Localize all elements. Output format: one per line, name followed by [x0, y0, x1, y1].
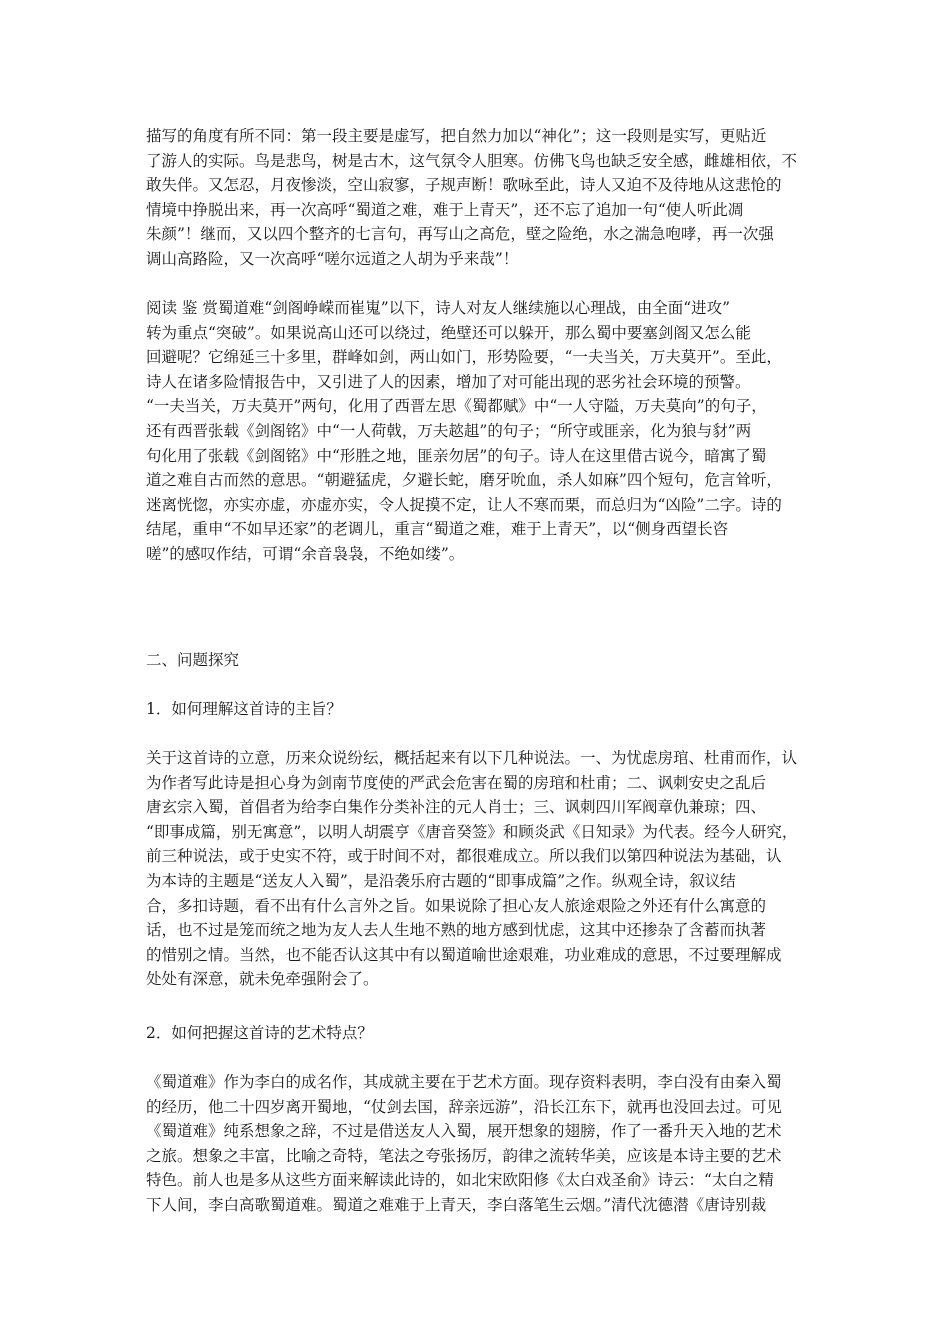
text-line: “一夫当关，万夫莫开”两句，化用了西晋左思《蜀都赋》中“一人守隘，万夫莫向”的句子，: [146, 397, 767, 416]
text-line: 话，也不过是笼而统之地为友人去人生地不熟的地方感到忧虑，这其中还掺杂了含蓄而执著: [146, 921, 767, 940]
text-line: 了游人的实际。鸟是悲鸟，树是古木，这气氛令人胆寒。仿佛飞鸟也缺乏安全感，雌雄相依，不: [146, 151, 798, 170]
text-line: 下人间，李白高歌蜀道难。蜀道之难难于上青天，李白落笔生云烟。”清代沈德潜《唐诗别裁: [146, 1195, 767, 1214]
paragraph-description: [146, 124, 810, 272]
text-line: 道之难自古而然的意思。“朝避猛虎，夕避长蛇，磨牙吮血，杀人如麻”四个短句，危言耸听，: [146, 471, 782, 490]
text-line: 描写的角度有所不同：第一段主要是虚写，把自然力加以“神化”；这一段则是实写，更贴近: [146, 127, 767, 145]
text-line: 唐玄宗入蜀，首倡者为给李白集作分类补注的元人肖士；三、讽刺四川军阀章仇兼琼；四、: [146, 798, 767, 817]
heading-text: 二、问题探究: [146, 651, 240, 669]
text-line: 《蜀道难》作为李白的成名作，其成就主要在于艺术方面。现存资料表明，李白没有由秦入蜀: [146, 1073, 782, 1091]
paragraph-theme: [146, 746, 810, 992]
text-line: “即事成篇，别无寓意”，以明人胡震亨《唐音癸签》和顾炎武《日知录》为代表。经今人研究，: [146, 822, 798, 841]
text-line: 处处有深意，就未免牵强附会了。: [146, 970, 379, 989]
text-line: 转为重点“突破”。如果说高山还可以绕过，绝壁还可以躲开，那么蜀中要塞剑阁又怎么能: [146, 323, 751, 342]
question-heading-1: [146, 697, 810, 722]
text-line: 《蜀道难》纯系想象之辞，不过是借送友人入蜀，展开想象的翅膀，作了一番升天入地的艺术: [146, 1122, 782, 1141]
question-text: 1．如何理解这首诗的主旨？: [146, 700, 342, 718]
text-line: 关于这首诗的立意，历来众说纷纭，概括起来有以下几种说法。一、为忧虑房琯、杜甫而作，认: [146, 749, 798, 767]
text-line: 结尾，重申“不如早还家”的老调儿，重言“蜀道之难，难于上青天”，以“侧身西望长咨: [146, 520, 729, 539]
text-line: 特色。前人也是多从这些方面来解读此诗的，如北宋欧阳修《太白戏圣俞》诗云：“太白之精: [146, 1171, 774, 1190]
text-line: 敢失伴。又怎忍，月夜惨淡，空山寂寥，子规声断！歌咏至此，诗人又迫不及待地从这悲怆的: [146, 176, 782, 195]
text-line: 的经历，他二十四岁离开蜀地，“仗剑去国，辞亲远游”，沿长江东下，就再也没回去过。可见: [146, 1097, 782, 1116]
text-line: 为本诗的主题是“送友人入蜀”，是沿袭乐府古题的“即事成篇”之作。纵观全诗，叙议结: [146, 871, 736, 890]
text-line: 之旅。想象之丰富，比喻之奇特，笔法之夸张扬厉，韵律之流转华美，应该是本诗主要的艺术: [146, 1146, 782, 1165]
question-text: 2．如何把握这首诗的艺术特点？: [146, 1024, 373, 1042]
text-line: 的惜别之情。当然，也不能否认这其中有以蜀道喻世途艰难，功业难成的意思，不过要理解成: [146, 945, 782, 964]
text-line: 合，多扣诗题，看不出有什么言外之旨。如果说除了担心友人旅途艰险之外还有什么寓意的: [146, 896, 767, 915]
question-heading-2: [146, 1021, 810, 1046]
text-line: 阅读 鉴 赏蜀道难“剑阁峥嵘而崔嵬”以下，诗人对友人继续施以心理战，由全面“进攻”: [146, 299, 731, 317]
text-line: 回避呢？它绵延三十多里，群峰如剑，两山如门，形势险要，“一夫当关，万夫莫开”。至此，: [146, 348, 782, 367]
text-line: 前三种说法，或于史实不符，或于时间不对，都很难成立。所以我们以第四种说法为基础，认: [146, 847, 782, 866]
text-line: 情境中挣脱出来，再一次高呼“蜀道之难，难于上青天”，还不忘了追加一句“使人听此凋: [146, 200, 744, 219]
text-line: 句化用了张载《剑阁铭》中“形胜之地，匪亲勿居”的句子。诗人在这里借古说今，暗寓了蜀: [146, 446, 767, 465]
text-line: 嗟”的感叹作结，可谓“余音袅袅，不绝如缕”。: [146, 544, 465, 563]
text-line: 诗人在诸多险情报告中，又引进了人的因素，增加了对可能出现的恶劣社会环境的预警。: [146, 372, 751, 391]
text-line: 朱颜”！继而，又以四个整齐的七言句，再写山之高危，壁之险绝，水之湍急咆哮，再一次强: [146, 225, 774, 244]
text-line: 调山高路险，又一次高呼“嗟尔远道之人胡为乎来哉”！: [146, 249, 519, 268]
paragraph-appreciation: [146, 296, 810, 567]
text-line: 迷离恍惚，亦实亦虚，亦虚亦实，令人捉摸不定，让人不寒而栗，而总归为“凶险”二字。诗的: [146, 495, 782, 514]
text-line: 还有西晋张载《剑阁铭》中“一人荷戟，万夫趑趄”的句子；“所守或匪亲，化为狼与豺”两: [146, 421, 752, 440]
text-line: 为作者写此诗是担心身为剑南节度使的严武会危害在蜀的房琯和杜甫；二、讽刺安史之乱后: [146, 773, 767, 792]
paragraph-artistry: [146, 1070, 810, 1218]
section-heading: [146, 648, 810, 673]
